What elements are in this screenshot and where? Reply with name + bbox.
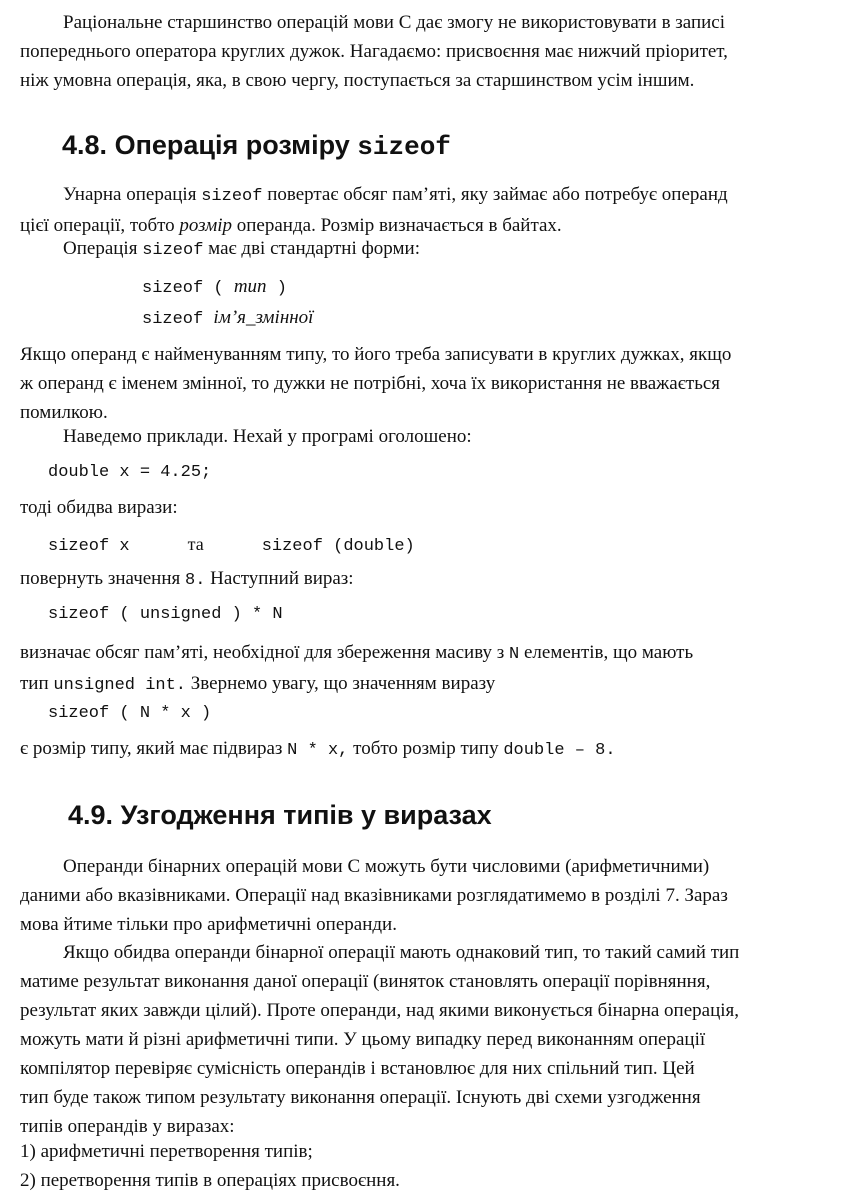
code-argument: тип — [233, 276, 267, 297]
code-keyword: sizeof — [142, 310, 204, 329]
list-item: 1) арифметичні перетворення типів; — [20, 1141, 313, 1162]
text: тобто розмір типу — [353, 738, 499, 759]
text-line — [20, 180, 826, 211]
code-example-unsigned: sizeof ( unsigned ) * N — [48, 605, 283, 624]
code-expression: sizeof x — [48, 537, 130, 556]
text-line: Раціональне старшинство операцій мови С дає змогу не використовувати в записі — [63, 12, 726, 33]
code-keyword: sizeof — [142, 279, 204, 298]
text-line: тип буде також типом результату виконання операції. Існують дві схеми узгодження — [20, 1087, 701, 1108]
section-number: 4.8. — [62, 130, 108, 160]
text-line — [20, 211, 826, 240]
text-line: ж операнд є іменем змінної, то дужки не потрібні, хоча їх використання не вважається — [20, 373, 721, 394]
text-line: Якщо обидва операнди бінарної операції мають однаковий тип, то такий самий тип — [63, 942, 740, 963]
section-heading-4-9 — [68, 800, 492, 831]
intro-paragraph — [20, 8, 826, 95]
paragraph — [63, 238, 420, 260]
paragraph — [20, 638, 826, 700]
section-keyword: sizeof — [357, 132, 451, 162]
text-line: можуть мати й різні арифметичні типи. У цьому випадку перед виконанням операції — [20, 1029, 706, 1050]
text: Унарна операція — [63, 184, 197, 205]
connector-word: та — [187, 534, 204, 554]
text: визначає обсяг пам’яті, необхідної для збереження масиву з — [20, 642, 505, 663]
text-line: помилкою. — [20, 402, 108, 423]
paragraph: Наведемо приклади. Нехай у програмі оголошено: — [63, 426, 472, 447]
list-item: 2) перетворення типів в операціях присвоєння. — [20, 1170, 400, 1191]
paragraph — [20, 738, 616, 760]
text: Наступний вираз: — [210, 568, 354, 589]
code-example-sizeof-pair — [48, 534, 415, 556]
code-form-type — [142, 276, 287, 298]
text-line: матиме результат виконання даної операції (виняток становлять операції порівняння, — [20, 971, 711, 992]
text: повернуть значення — [20, 568, 181, 589]
text: Операція — [63, 238, 138, 259]
text: тип — [20, 673, 49, 694]
inline-code: N * x, — [287, 741, 349, 760]
text: є розмір типу, який має підвираз — [20, 738, 283, 759]
paragraph — [20, 852, 826, 939]
section-title: Операція розміру — [114, 130, 350, 160]
code-paren: ) — [276, 279, 287, 298]
paragraph — [20, 340, 826, 427]
text-line: попереднього оператора круглих дужок. Нагадаємо: присвоєння має нижчий пріоритет, — [20, 41, 728, 62]
inline-code: sizeof — [142, 241, 204, 260]
text-line: результат яких завжди цілий). Проте операнди, над якими виконується бінарна операція, — [20, 1000, 740, 1021]
code-paren: ( — [213, 279, 224, 298]
inline-code: 8. — [185, 571, 206, 590]
text-line — [20, 638, 826, 669]
paragraph — [20, 938, 826, 1141]
text-line: Якщо операнд є найменуванням типу, то його треба записувати в круглих дужках, якщо — [20, 344, 732, 365]
text-line — [20, 669, 826, 700]
code-form-variable — [142, 307, 313, 329]
text: операнда. Розмір визначається в байтах. — [236, 215, 562, 236]
section-number: 4.9. — [68, 800, 114, 830]
text-line: типів операндів у виразах: — [20, 1116, 235, 1137]
text-line: мова йтиме тільки про арифметичні операнди. — [20, 914, 397, 935]
paragraph: тоді обидва вирази: — [20, 497, 178, 518]
text-line: Операнди бінарних операцій мови С можуть бути числовими (арифметичними) — [63, 856, 710, 877]
section-heading-4-8 — [62, 130, 451, 162]
text: Звернемо увагу, що значенням виразу — [190, 673, 496, 694]
inline-code: N — [509, 645, 520, 664]
section-title: Узгодження типів у виразах — [120, 800, 492, 830]
text-line: компілятор перевіряє сумісність операндів і встановлює для них спільний тип. Цей — [20, 1058, 695, 1079]
text: цієї операції, тобто — [20, 215, 175, 236]
code-argument: ім’я_змінної — [213, 307, 314, 328]
emphasis: розмір — [179, 215, 233, 236]
paragraph — [20, 568, 354, 590]
inline-code: double – 8. — [503, 741, 616, 760]
text: елементів, що мають — [524, 642, 694, 663]
paragraph — [20, 180, 826, 240]
text: повертає обсяг пам’яті, яку займає або потребує операнд — [267, 184, 728, 205]
inline-code: sizeof — [201, 187, 263, 206]
code-example-declaration: double x = 4.25; — [48, 463, 212, 482]
code-expression: sizeof (double) — [261, 537, 415, 556]
code-example-expression: sizeof ( N * x ) — [48, 704, 212, 723]
text-line: даними або вказівниками. Операції над вказівниками розглядатимемо в розділі 7. Зараз — [20, 885, 728, 906]
inline-code: unsigned int. — [53, 676, 187, 695]
text-line: ніж умовна операція, яка, в свою чергу, поступається за старшинством усім іншим. — [20, 70, 695, 91]
text: має дві стандартні форми: — [208, 238, 420, 259]
